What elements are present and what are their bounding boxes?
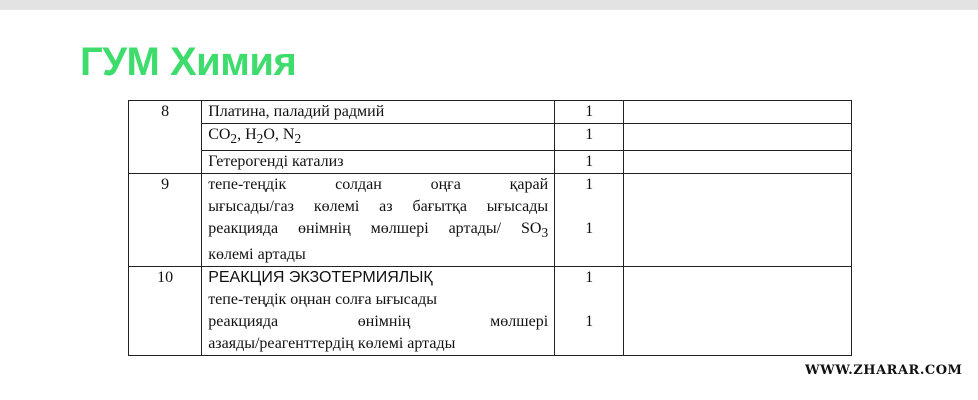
- table-row: [129, 101, 852, 124]
- site-watermark[interactable]: WWW.ZHARAR.COM: [805, 363, 963, 378]
- table-row: [129, 151, 852, 174]
- answer-text: Гетерогенді катализ: [202, 151, 555, 174]
- score-cell: 1: [555, 124, 624, 151]
- score-cell: 1: [555, 151, 624, 174]
- note-cell: [624, 151, 852, 174]
- row-number: 10: [129, 267, 202, 356]
- answer-text-formulas: $CO_2$, $H_2O$, $N_2$: [202, 124, 555, 151]
- score-cell: 1 1: [555, 174, 624, 267]
- table-row: [129, 124, 852, 151]
- answer-text: тепе-теңдік солдан оңға қарай ығысады/газ көлемі аз бағытқа ығысады реакцияда өнімнің мөлшері артады/ $SO_3$ көлемі артады: [202, 174, 555, 267]
- score-cell: 1 1: [555, 267, 624, 356]
- note-cell: [624, 124, 852, 151]
- score-cell: 1: [555, 101, 624, 124]
- row-number: 9: [129, 174, 202, 267]
- answer-text: Платина, паладий радмий: [202, 101, 555, 124]
- page-title: ГУМ Химия: [80, 40, 297, 84]
- table-row: [129, 267, 852, 356]
- answer-table: [128, 100, 852, 356]
- note-cell: [624, 101, 852, 124]
- note-cell: [624, 267, 852, 356]
- note-cell: [624, 174, 852, 267]
- table-row: [129, 174, 852, 267]
- answer-text: РЕАКЦИЯ ЭКЗОТЕРМИЯЛЫҚ тепе-теңдік оңнан солға ығысады реакцияда өнімнің мөлшері азаяды/реагенттердің көлемі артады: [202, 267, 555, 356]
- top-divider-bar: [0, 0, 978, 10]
- row-number: 8: [129, 101, 202, 174]
